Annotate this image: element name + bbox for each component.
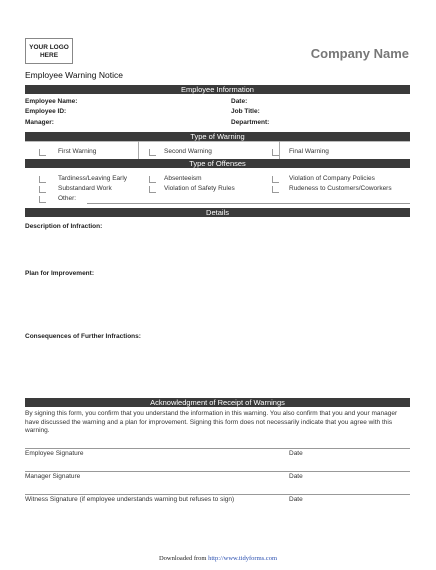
employee-name-label: Employee Name: — [25, 98, 78, 105]
witness-signature-label: Witness Signature (if employee understands warning but refuses to sign) — [25, 496, 235, 503]
absenteeism-label: Absenteeism — [164, 175, 202, 182]
other-checkbox[interactable] — [39, 196, 46, 203]
other-label: Other: — [58, 195, 77, 202]
substandard-label: Substandard Work — [58, 185, 112, 192]
manager-date-label: Date — [289, 473, 303, 480]
logo-placeholder — [25, 38, 73, 64]
absenteeism-checkbox[interactable] — [149, 176, 156, 183]
footer-prefix: Downloaded from — [158, 555, 209, 562]
substandard-checkbox[interactable] — [39, 186, 46, 193]
manager-signature-label: Manager Signature — [25, 473, 81, 480]
tardiness-checkbox[interactable] — [39, 176, 46, 183]
warning-divider-2 — [279, 141, 280, 159]
warning-type-header: Type of Warning — [25, 132, 410, 141]
rudeness-label: Rudeness to Customers/Coworkers — [289, 185, 392, 192]
consequences-label: Consequences of Further Infractions: — [25, 333, 141, 340]
acknowledgment-header: Acknowledgment of Receipt of Warnings — [25, 398, 410, 407]
footer-link[interactable]: http://www.tidyforms.com — [208, 555, 278, 562]
second-warning-label: Second Warning — [164, 148, 212, 155]
logo-line-1: YOUR LOGO — [29, 44, 69, 51]
policies-checkbox[interactable] — [272, 176, 279, 183]
warning-type-top-rule — [25, 141, 410, 142]
employee-signature-line[interactable] — [25, 448, 410, 449]
department-label: Department: — [231, 119, 270, 126]
tardiness-label: Tardiness/Leaving Early — [58, 175, 128, 182]
employee-signature-label: Employee Signature — [25, 450, 84, 457]
witness-date-label: Date — [289, 496, 303, 503]
other-input-line[interactable] — [87, 203, 410, 204]
warning-divider-1 — [138, 141, 139, 159]
safety-checkbox[interactable] — [149, 186, 156, 193]
details-header: Details — [25, 208, 410, 217]
manager-label: Manager: — [25, 119, 54, 126]
first-warning-label: First Warning — [58, 148, 97, 155]
policies-label: Violation of Company Policies — [289, 175, 375, 182]
company-name: Company Name — [310, 46, 409, 61]
logo-line-2: HERE — [39, 52, 59, 59]
footer — [0, 555, 436, 562]
manager-signature-line[interactable] — [25, 471, 410, 472]
rudeness-checkbox[interactable] — [272, 186, 279, 193]
date-label: Date: — [231, 98, 248, 105]
safety-label: Violation of Safety Rules — [164, 185, 235, 192]
employee-id-label: Employee ID: — [25, 108, 67, 115]
job-title-label: Job Title: — [231, 108, 260, 115]
first-warning-checkbox[interactable] — [39, 149, 46, 156]
employee-info-header: Employee Information — [25, 85, 410, 94]
plan-label: Plan for Improvement: — [25, 270, 94, 277]
second-warning-checkbox[interactable] — [149, 149, 156, 156]
description-label: Description of Infraction: — [25, 223, 103, 230]
acknowledgment-paragraph: By signing this form, you confirm that you understand the information in this warning. You also confirm that you and your manager have discussed the warning and a plan for improvement. Signing this form does not necessarily indicate that you agree with this warning. — [25, 410, 398, 434]
form-title: Employee Warning Notice — [25, 70, 123, 80]
employee-date-label: Date — [289, 450, 303, 457]
offenses-header: Type of Offenses — [25, 159, 410, 168]
witness-signature-line[interactable] — [25, 494, 410, 495]
final-warning-checkbox[interactable] — [272, 149, 279, 156]
final-warning-label: Final Warning — [289, 148, 329, 155]
